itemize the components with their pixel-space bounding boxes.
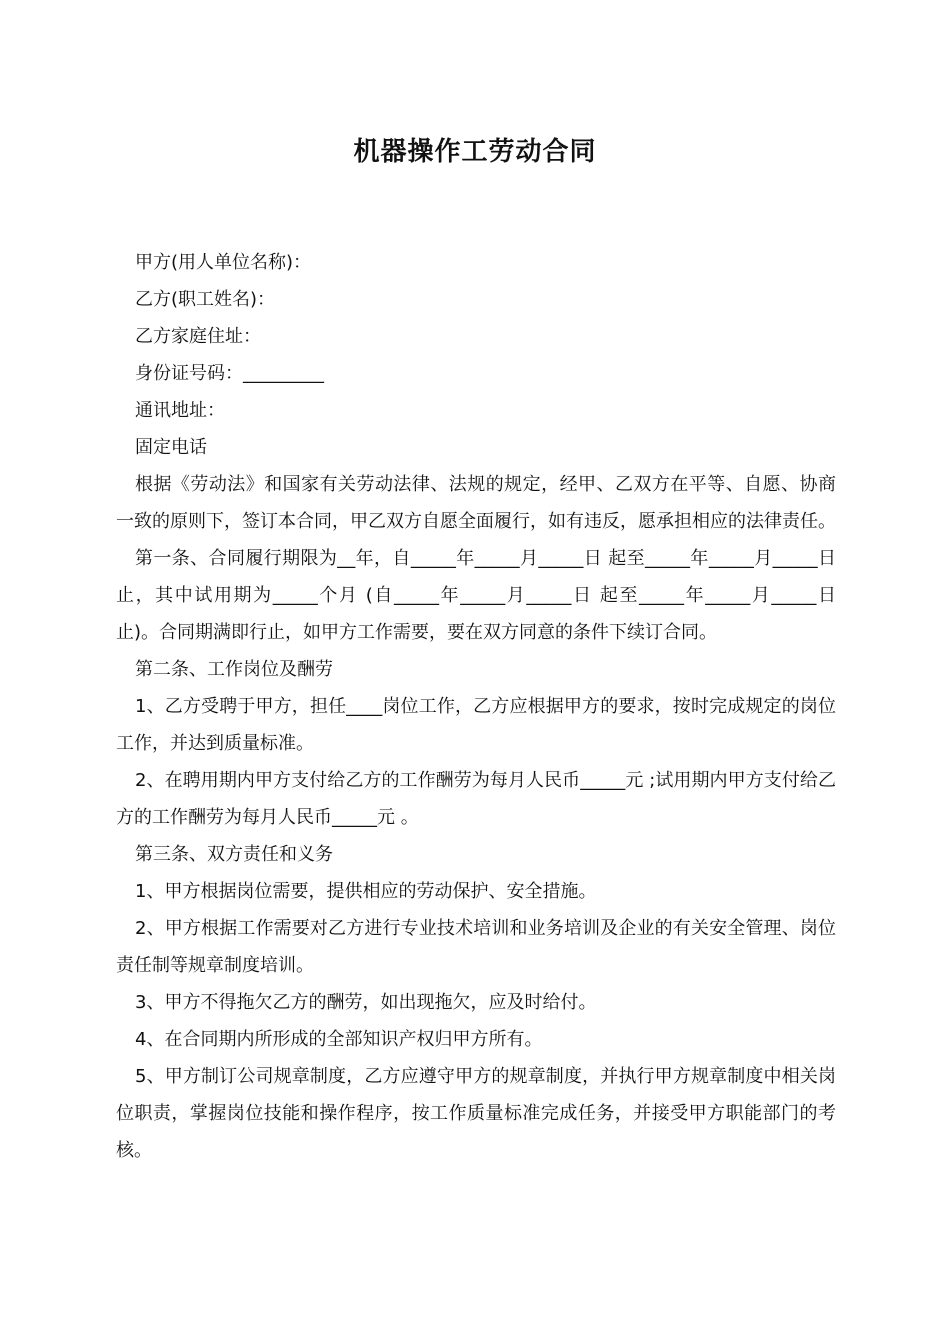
article-3-item-4: 4、在合同期内所形成的全部知识产权归甲方所有。 <box>135 1029 543 1050</box>
article-3-item-1: 1、甲方根据岗位需要，提供相应的劳动保护、安全措施。 <box>135 881 597 902</box>
document-body <box>116 244 836 1169</box>
document-title: 机器操作工劳动合同 <box>353 137 597 167</box>
field-party-b: 乙方(职工姓名)： <box>135 289 276 310</box>
article-2-item-2: 2、在聘用期内甲方支付给乙方的工作酬劳为每月人民币_____元 ;试用期内甲方支付给乙方的工作酬劳为每月人民币_____元 。 <box>116 770 836 828</box>
article-1-paragraph: 第一条、合同履行期限为__年，自_____年_____月_____日 起至_____年_____月_____日 止，其中试用期为_____个月 (自_____年_____月_____日 起至_____年_____月_____日 止)。合同期满即行止，如甲方工作需要，要在双方同意的条件下续订合同。 <box>116 548 836 643</box>
article-2-heading: 第二条、工作岗位及酬劳 <box>135 659 333 680</box>
article-3-heading: 第三条、双方责任和义务 <box>135 844 333 865</box>
field-mailing-address: 通讯地址： <box>135 400 225 421</box>
preamble-paragraph: 根据《劳动法》和国家有关劳动法律、法规的规定，经甲、乙双方在平等、自愿、协商一致的原则下，签订本合同，甲乙双方自愿全面履行，如有违反，愿承担相应的法律责任。 <box>116 474 836 532</box>
field-home-address: 乙方家庭住址： <box>135 326 261 347</box>
article-3-item-5: 5、甲方制订公司规章制度，乙方应遵守甲方的规章制度，并执行甲方规章制度中相关岗位职责，掌握岗位技能和操作程序，按工作质量标准完成任务，并接受甲方职能部门的考核。 <box>116 1066 836 1161</box>
field-party-a: 甲方(用人单位名称)： <box>135 252 312 273</box>
article-3-item-3: 3、甲方不得拖欠乙方的酬劳，如出现拖欠，应及时给付。 <box>135 992 597 1013</box>
field-landline: 固定电话 <box>135 437 207 458</box>
article-2-item-1: 1、乙方受聘于甲方，担任____岗位工作，乙方应根据甲方的要求，按时完成规定的岗位工作，并达到质量标准。 <box>116 696 836 754</box>
article-3-item-2: 2、甲方根据工作需要对乙方进行专业技术培训和业务培训及企业的有关安全管理、岗位责任制等规章制度培训。 <box>116 918 836 976</box>
field-id-number: 身份证号码：_________ <box>135 363 324 384</box>
